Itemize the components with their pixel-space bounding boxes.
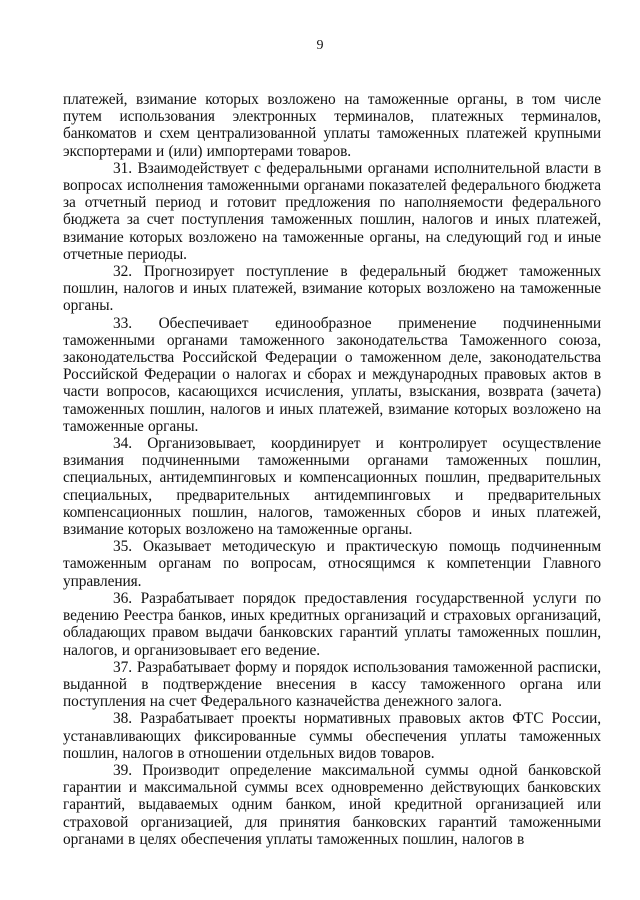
- paragraph-38: 38. Разрабатывает проекты нормативных правовых актов ФТС России, устанавливающих фиксированные суммы обеспечения уплаты таможенных пошлин, налогов в отношении отдельных видов товаров.: [63, 710, 601, 762]
- paragraph-continuation: платежей, взимание которых возложено на таможенные органы, в том числе путем использования электронных терминалов, платежных терминалов, банкоматов и схем централизованной уплаты таможенных платежей крупными экспортерами и (или) импортерами товаров.: [63, 91, 601, 160]
- document-body: [63, 91, 601, 848]
- page-number: 9: [316, 38, 324, 53]
- paragraph-35: 35. Оказывает методическую и практическую помощь подчиненным таможенным органам по вопросам, относящимся к компетенции Главного управления.: [63, 538, 601, 590]
- paragraph-39: 39. Производит определение максимальной суммы одной банковской гарантии и максимальной суммы всех одновременно действующих банковских гарантий, выдаваемых одним банком, иной кредитной организацией или страховой организацией, для принятия банковских гарантий таможенными органами в целях обеспечения уплаты таможенных пошлин, налогов в: [63, 761, 601, 848]
- paragraph-32: 32. Прогнозирует поступление в федеральный бюджет таможенных пошлин, налогов и иных платежей, взимание которых возложено на таможенные органы.: [63, 263, 601, 315]
- paragraph-36: 36. Разрабатывает порядок предоставления государственной услуги по ведению Реестра банков, иных кредитных организаций и страховых организаций, обладающих правом выдачи банковских гарантий уплаты таможенных пошлин, налогов, и организовывает его ведение.: [63, 589, 601, 659]
- paragraph-37: 37. Разрабатывает форму и порядок использования таможенной расписки, выданной в подтверждение внесения в кассу таможенного органа или поступления на счет Федерального казначейства денежного залога.: [63, 658, 601, 711]
- paragraph-33: 33. Обеспечивает единообразное применение подчиненными таможенными органами таможенного законодательства Таможенного союза, законодательства Российской Федерации о таможенном деле, законодательства Российской Федерации о налогах и сборах и международных правовых актов в части вопросов, касающихся исчисления, уплаты, взыскания, возврата (зачета) таможенных пошлин, налогов и иных платежей, взимание которых возложено на таможенные органы.: [63, 314, 601, 435]
- paragraph-34: 34. Организовывает, координирует и контролирует осуществление взимания подчиненными таможенными органами таможенных пошлин, специальных, антидемпинговых и компенсационных пошлин, предварительных специальных, предварительных антидемпинговых и предварительных компенсационных пошлин, налогов, таможенных сборов и иных платежей, взимание которых возложено на таможенные органы.: [63, 435, 601, 539]
- paragraph-31: 31. Взаимодействует с федеральными органами исполнительной власти в вопросах исполнения таможенными органами показателей федерального бюджета за отчетный период и готовит предложения по наполняемости федерального бюджета за счет поступления таможенных пошлин, налогов и иных платежей, взимание которых возложено на таможенные органы, на следующий год и иные отчетные периоды.: [63, 159, 601, 263]
